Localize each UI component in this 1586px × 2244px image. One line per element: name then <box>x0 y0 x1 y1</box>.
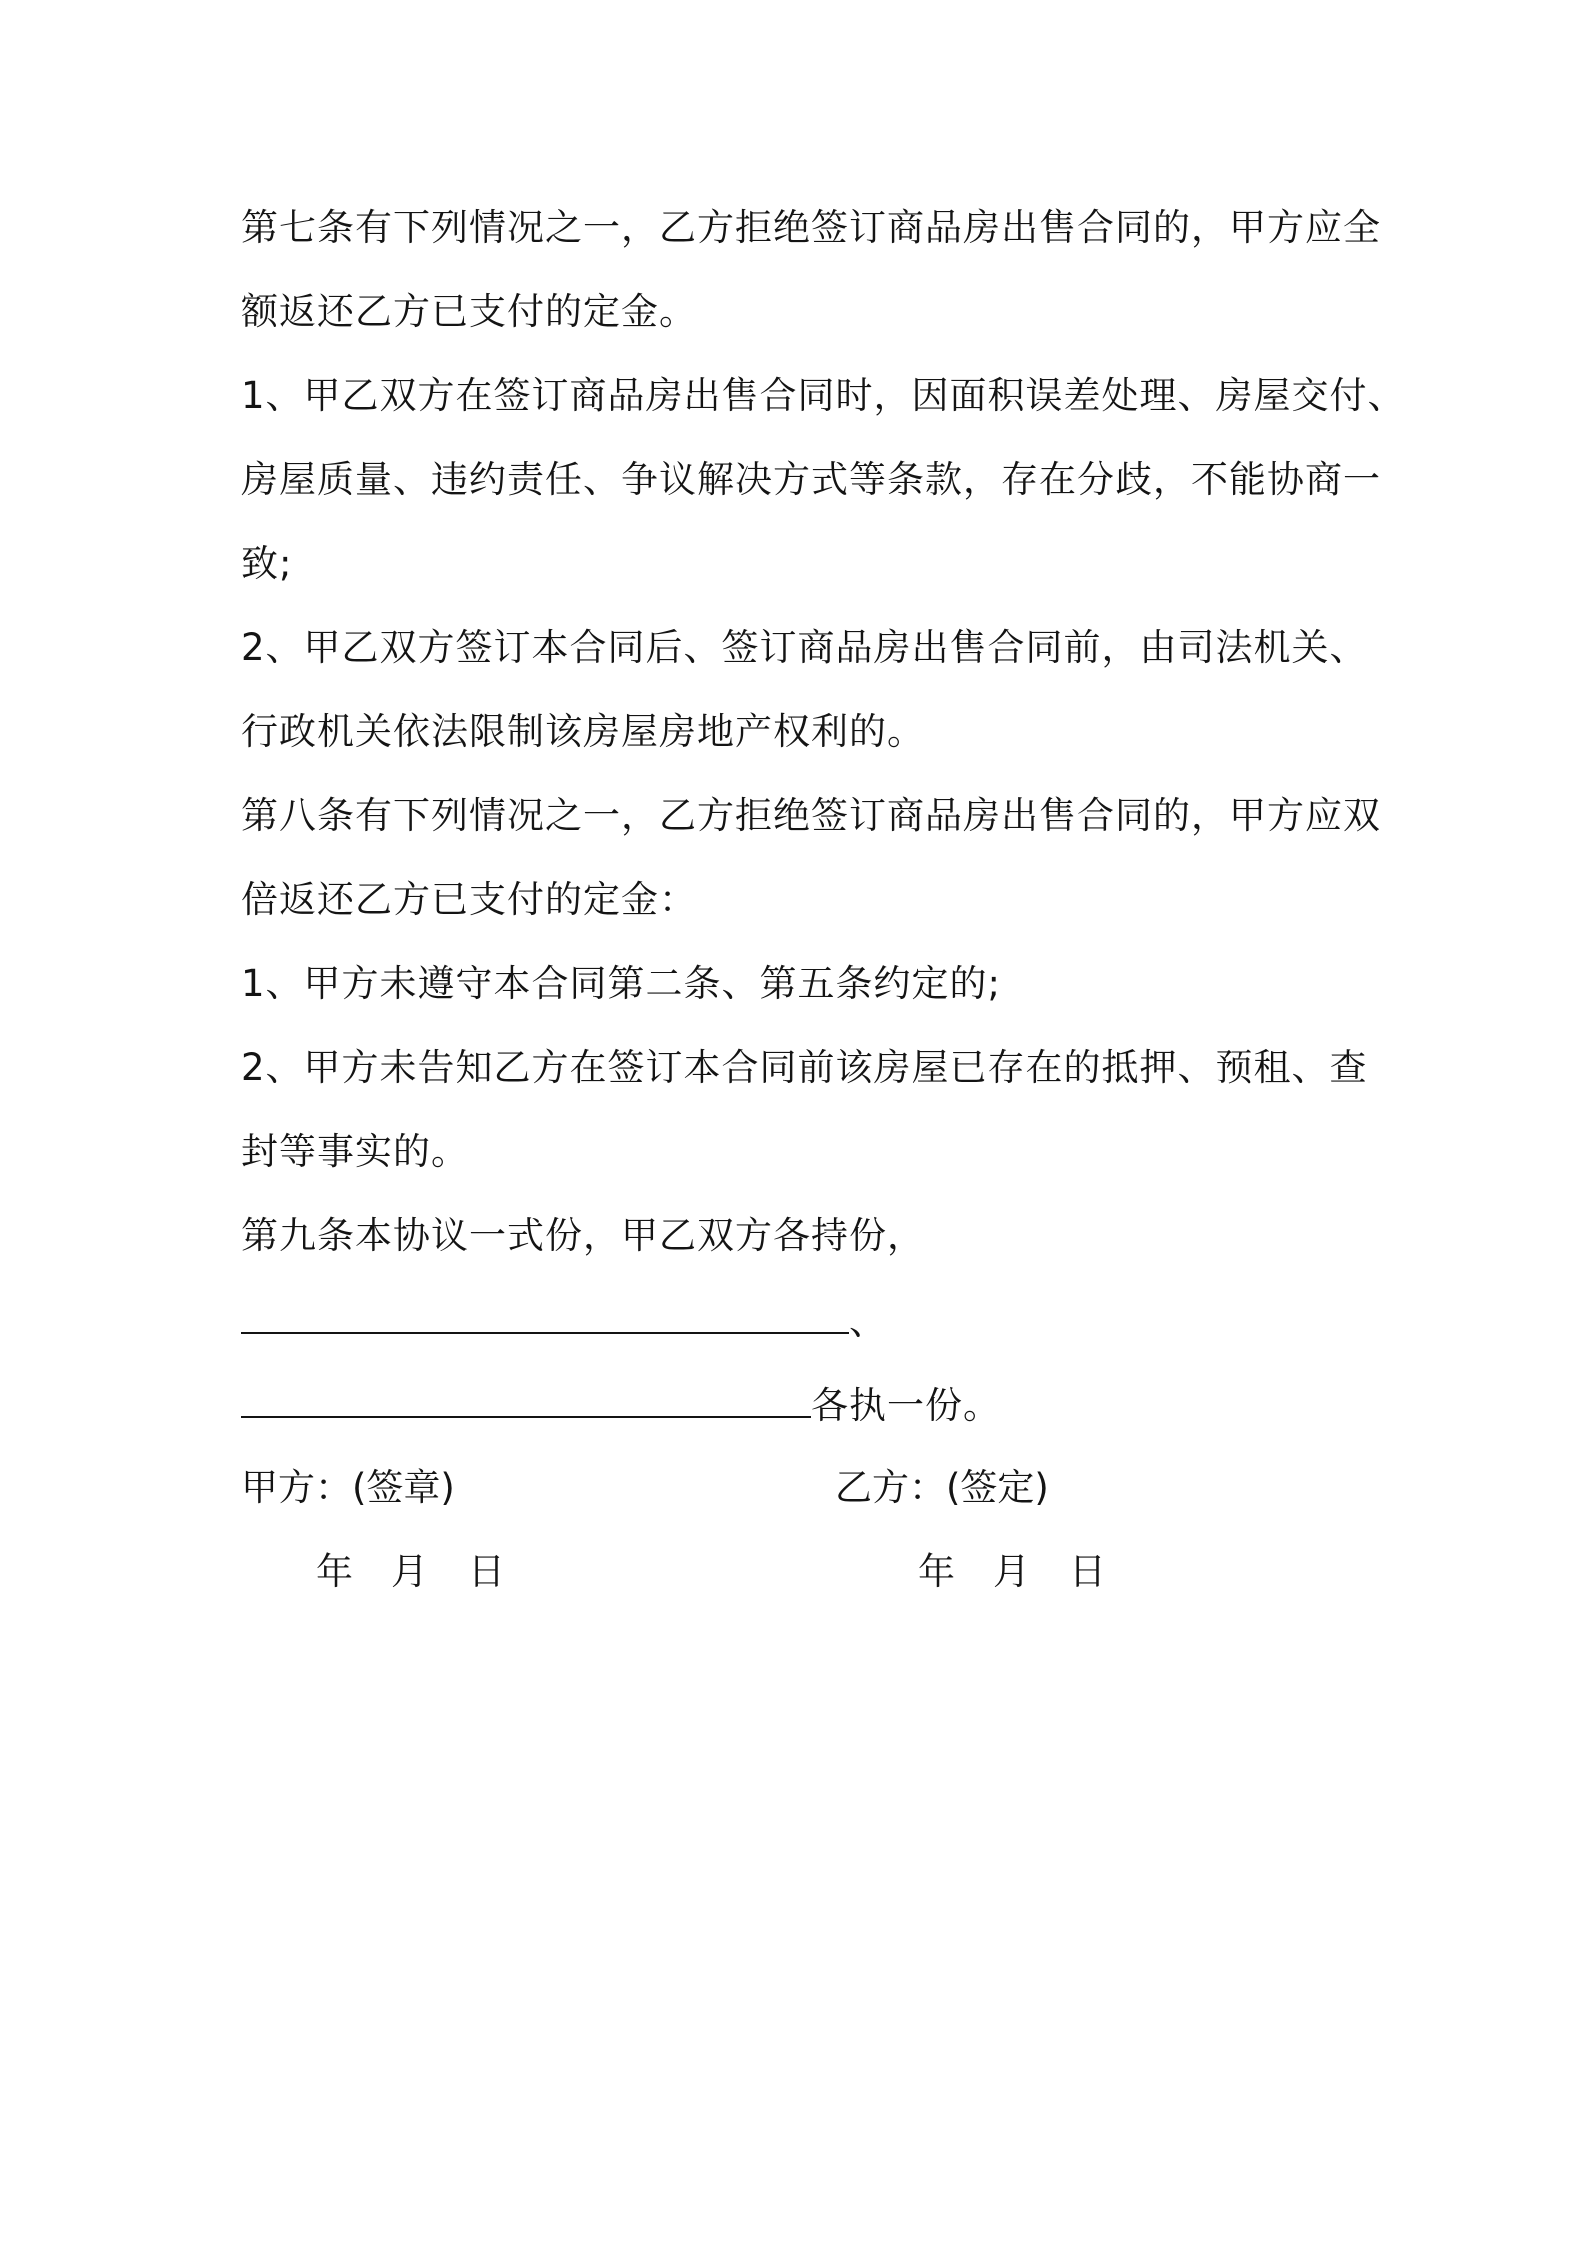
article7-line2: 额返还乙方已支付的定金。 <box>241 290 697 333</box>
article8-line2: 倍返还乙方已支付的定金： <box>241 878 697 921</box>
fill-in-blank <box>241 1296 849 1334</box>
article7-item2-line1: 2、甲乙双方签订本合同后、签订商品房出售合同前，由司法机关、 <box>241 626 1368 669</box>
party-a-date-month: 月 <box>391 1550 428 1593</box>
party-b-date-month: 月 <box>993 1550 1030 1593</box>
article8-item2-line1: 2、甲方未告知乙方在签订本合同前该房屋已存在的抵押、预租、查 <box>241 1046 1368 1089</box>
article9-line1: 第九条本协议一式份，甲乙双方各持份， <box>241 1214 925 1257</box>
article7-item1-line1: 1、甲乙双方在签订商品房出售合同时，因面积误差处理、房屋交付、 <box>241 374 1406 417</box>
party-b-date-year: 年 <box>918 1550 955 1593</box>
party-a-signature-label: 甲方：(签章) <box>241 1466 455 1509</box>
article9-line2 <box>241 1296 1381 1346</box>
article7-item1-line2: 房屋质量、违约责任、争议解决方式等条款，存在分歧，不能协商一 <box>241 458 1381 501</box>
article9-line3-suffix: 各执一份。 <box>811 1384 1001 1427</box>
party-a-date-year: 年 <box>316 1550 353 1593</box>
article7-item1-line3: 致; <box>241 542 293 585</box>
fill-in-blank <box>241 1380 811 1418</box>
article9-line2-suffix: 、 <box>849 1300 887 1343</box>
party-a-date-day: 日 <box>468 1550 505 1593</box>
party-b-signature-label: 乙方：(签定) <box>835 1466 1049 1509</box>
article8-item2-line2: 封等事实的。 <box>241 1130 469 1173</box>
article9-line3 <box>241 1380 1381 1430</box>
article7-item2-line2: 行政机关依法限制该房屋房地产权利的。 <box>241 710 925 753</box>
article7-line1: 第七条有下列情况之一，乙方拒绝签订商品房出售合同的，甲方应全 <box>241 206 1381 249</box>
party-b-date-day: 日 <box>1069 1550 1106 1593</box>
article8-line1: 第八条有下列情况之一，乙方拒绝签订商品房出售合同的，甲方应双 <box>241 794 1381 837</box>
article8-item1-line1: 1、甲方未遵守本合同第二条、第五条约定的; <box>241 962 1002 1005</box>
